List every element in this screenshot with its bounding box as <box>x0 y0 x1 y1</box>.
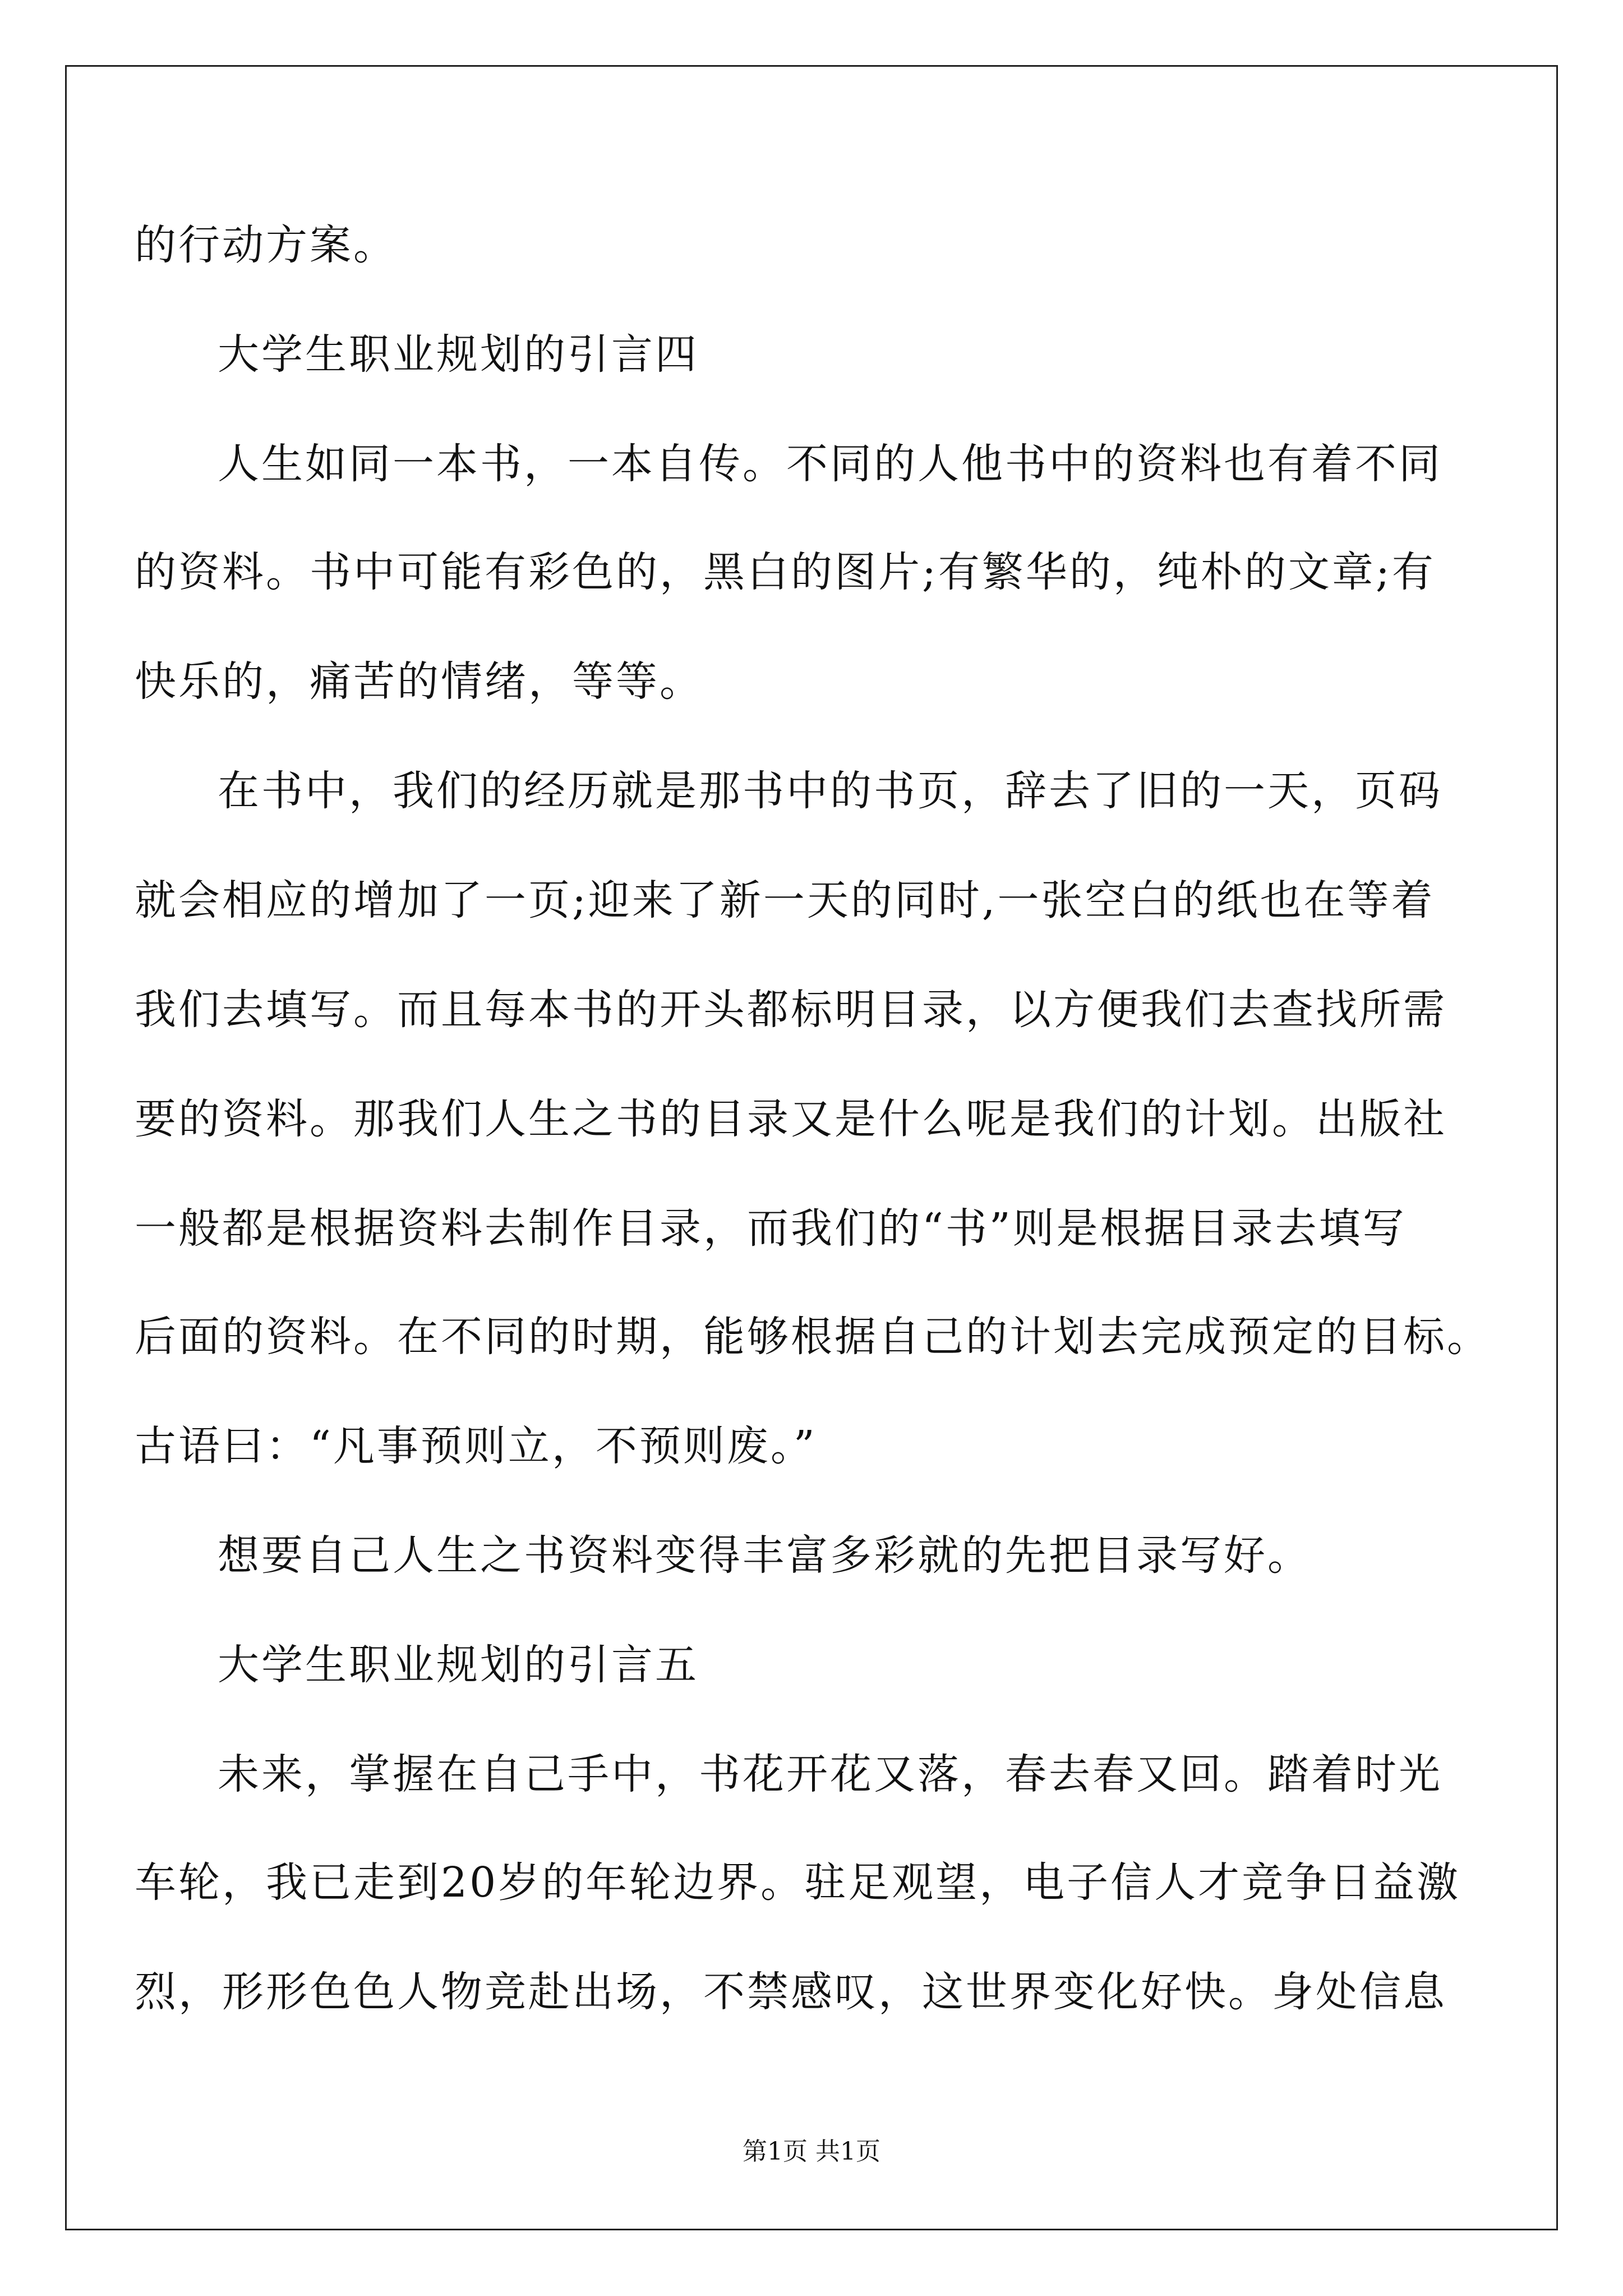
text-line: 快乐的，痛苦的情绪，等等。 <box>135 657 703 706</box>
text-line: 的资料。书中可能有彩色的，黑白的图片;有繁华的，纯朴的文章;有 <box>135 548 1436 596</box>
text-line: 烈，形形色色人物竞赴出场，不禁感叹，这世界变化好快。身处信息 <box>135 1968 1447 2016</box>
text-line: 后面的资料。在不同的时期，能够根据自己的计划去完成预定的目标。 <box>135 1313 1491 1361</box>
text-line: 要的资料。那我们人生之书的目录又是什么呢是我们的计划。出版社 <box>135 1095 1447 1143</box>
text-line: 的行动方案。 <box>135 221 397 269</box>
text-line: 人生如同一本书，一本自传。不同的人他书中的资料也有着不同 <box>218 440 1442 488</box>
section-heading: 大学生职业规划的引言五 <box>218 1641 699 1689</box>
text-line: 一般都是根据资料去制作目录，而我们的“书”则是根据目录去填写 <box>135 1204 1407 1253</box>
text-line: 就会相应的增加了一页;迎来了新一天的同时,一张空白的纸也在等着 <box>135 876 1435 924</box>
page-number-footer: 第1页 共1页 <box>743 2137 880 2166</box>
section-heading: 大学生职业规划的引言四 <box>218 330 699 379</box>
text-line: 想要自己人生之书资料变得丰富多彩就的先把目录写好。 <box>218 1531 1311 1580</box>
text-line: 我们去填写。而且每本书的开头都标明目录，以方便我们去查找所需 <box>135 986 1447 1034</box>
text-line: 未来，掌握在自己手中，书花开花又落，春去春又回。踏着时光 <box>218 1750 1442 1798</box>
text-line: 在书中，我们的经历就是那书中的书页，辞去了旧的一天，页码 <box>218 767 1442 815</box>
text-line: 古语曰：“凡事预则立，不预则废。” <box>135 1422 817 1470</box>
text-line: 车轮，我已走到20岁的年轮边界。驻足观望，电子信人才竞争日益激 <box>135 1858 1461 1907</box>
